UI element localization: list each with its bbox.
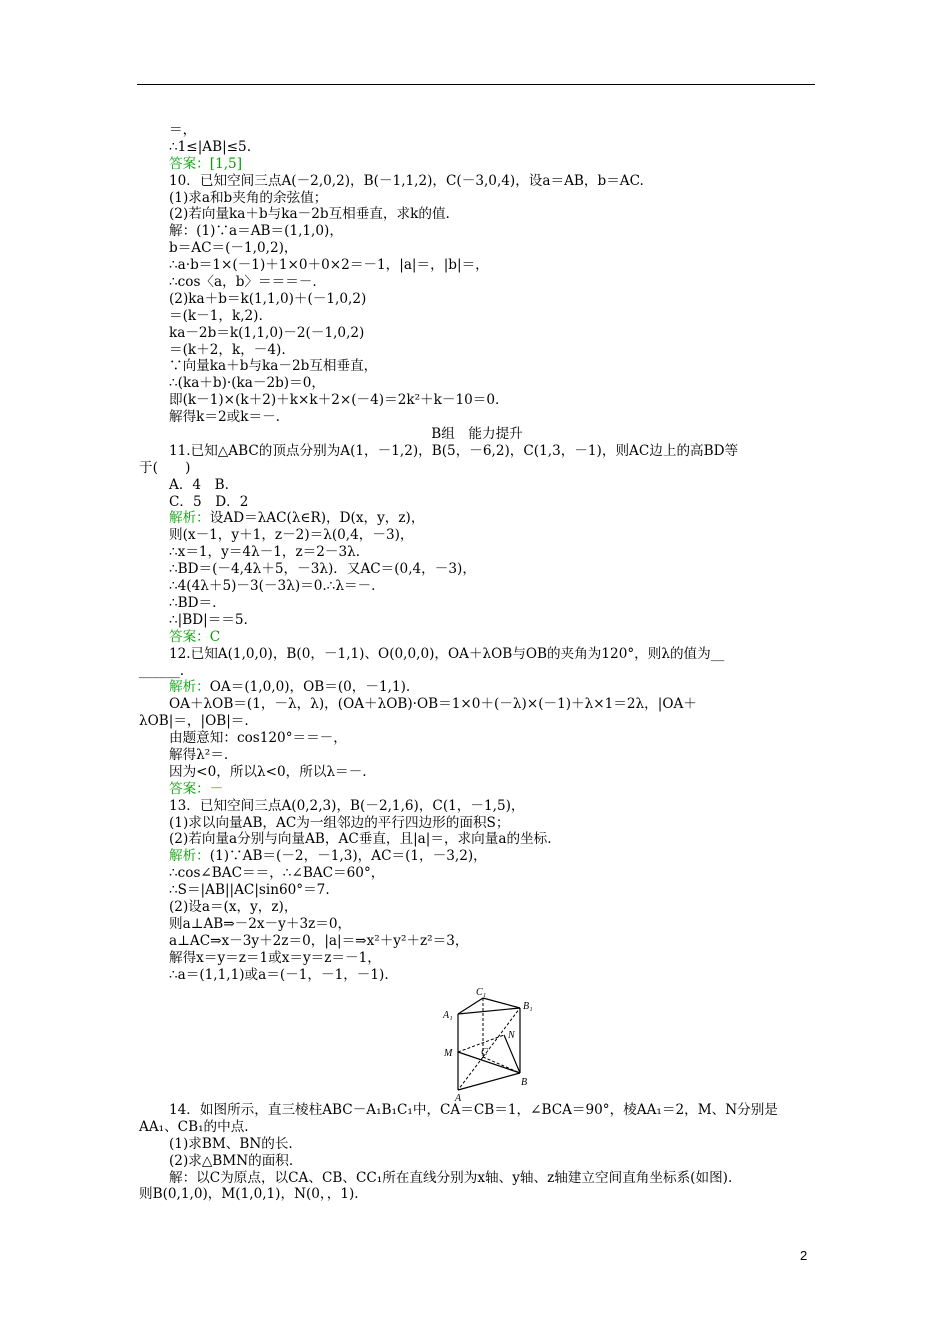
text-line: A．4 B.: [169, 476, 229, 493]
text-line: B组 能力提升: [431, 426, 523, 443]
page-body: [139, 122, 815, 983]
text-line: b＝AC＝(－1,0,2)，: [169, 240, 298, 257]
header-rule: [137, 84, 815, 85]
text-line: 解：以C为原点，以CA、CB、CC₁所在直线分别为x轴、y轴、z轴建立空间直角坐标系(如图).: [169, 1169, 733, 1186]
line-text: (1)∵AB＝(－2，－1,3)，AC＝(1，－3,2)，: [209, 848, 487, 865]
edge-M-B: [458, 1052, 520, 1073]
text-line: 由题意知：cos120°＝＝－，: [169, 730, 347, 747]
label-A1: A₁: [443, 1010, 453, 1021]
text-line: 解：(1)∵a＝AB＝(1,1,0)，: [169, 223, 343, 240]
text-line: 解得x＝y＝z＝1或x＝y＝z＝－1，: [169, 949, 381, 966]
text-line: 因为<0，所以λ<0，所以λ＝－.: [169, 763, 367, 780]
text-line: ∴cos∠BAC＝＝，∴∠BAC＝60°，: [169, 865, 385, 882]
label-M: M: [444, 1048, 453, 1059]
analysis-label: 解析：: [169, 679, 210, 696]
text-line: ∴cos〈a，b〉＝＝＝－.: [169, 274, 317, 291]
text-line: [139, 510, 815, 527]
text-line: ∴a＝(1,1,1)或a＝(－1，－1，－1).: [169, 966, 389, 983]
text-line: ______.: [139, 662, 185, 679]
text-line: 解得k＝2或k＝－.: [169, 409, 281, 426]
text-line: (1)求以向量AB，AC为一组邻边的平行四边形的面积S；: [169, 814, 510, 831]
text-line: ∴(ka＋b)·(ka－2b)＝0，: [169, 375, 325, 392]
text-block-lower: [139, 1102, 815, 1203]
text-line: 11.已知△ABC的顶点分别为A(1，－1,2)，B(5，－6,2)，C(1,3，－1)，则AC边上的高BD等: [169, 442, 739, 459]
text-line: ＝，: [169, 122, 197, 138]
text-line: (1)求a和b夹角的余弦值；: [169, 189, 328, 206]
edge-A1-B1: [458, 1008, 520, 1014]
text-line: 答案：[1,5]: [169, 155, 243, 172]
prism-figure: [438, 978, 548, 1102]
text-line: (2)若向量ka＋b与ka－2b互相垂直，求k的值.: [169, 206, 450, 223]
text-line: ＝(k＋2，k，－4).: [169, 341, 286, 358]
text-line: ＝(k－1，k,2).: [169, 307, 263, 324]
label-N: N: [508, 1030, 515, 1041]
label-B1: B₁: [523, 1001, 533, 1012]
text-line: ∴S＝|AB||AC|sin60°＝7.: [169, 882, 330, 899]
page-body-lower: [139, 1102, 815, 1203]
text-line: (2)若向量a分别与向量AB，AC垂直，且|a|＝，求向量a的坐标.: [169, 831, 552, 848]
analysis-label: 解析：: [169, 510, 210, 527]
label-C1: C₁: [476, 987, 487, 998]
text-line: 13．已知空间三点A(0,2,3)，B(－2,1,6)，C(1，－1,5)，: [169, 797, 525, 814]
text-line: 则(x－1，y＋1，z－2)＝λ(0,4，－3)，: [169, 527, 414, 544]
line-text: 设AD＝λAC(λ∈R)，D(x，y，z)，: [209, 510, 425, 527]
text-line: 答案：C: [169, 628, 221, 645]
text-line: ∵向量ka＋b与ka－2b互相垂直，: [169, 358, 378, 375]
text-line: AA₁、CB₁的中点.: [139, 1118, 249, 1135]
label-C: C: [481, 1047, 488, 1058]
text-line: ∴x＝1，y＝4λ－1，z＝2－3λ.: [169, 544, 361, 561]
text-line: OA＋λOB＝(1，－λ，λ)，(OA＋λOB)·OB＝1×0＋(－λ)×(－1)＋λ×1＝2λ，|OA＋: [169, 696, 697, 713]
text-line: 则B(0,1,0)，M(1,0,1)，N(0，，1).: [139, 1186, 359, 1203]
text-line: 即(k－1)×(k＋2)＋k×k＋2×(－4)＝2k²＋k－10＝0.: [169, 392, 500, 409]
text-line: 14．如图所示，直三棱柱ABC－A₁B₁C₁中，CA＝CB＝1，∠BCA＝90°，棱AA₁＝2，M、N分别是: [169, 1102, 778, 1118]
line-text: OA＝(1,0,0)，OB＝(0，－1,1).: [209, 679, 411, 696]
text-line: 解得λ²＝.: [169, 746, 229, 763]
text-line: (2)设a＝(x，y，z)，: [169, 898, 298, 915]
label-A: A: [455, 1093, 462, 1102]
text-line: ∴|BD|＝＝5.: [169, 611, 248, 628]
edge-A-B: [458, 1073, 520, 1090]
text-line: 12.已知A(1,0,0)，B(0，－1,1)、O(0,0,0)，OA＋λOB与OB的夹角为120°，则λ的值为__: [169, 645, 725, 662]
text-line: (2)求△BMN的面积.: [169, 1152, 294, 1169]
text-line: C．5 D．2: [169, 493, 249, 510]
edge-C1-B1: [483, 998, 520, 1008]
text-line: [139, 848, 815, 865]
text-line: 于( ): [139, 459, 191, 476]
text-line: ∴4(4λ＋5)－3(－3λ)＝0.∴λ＝－.: [169, 578, 376, 595]
text-line: (1)求BM、BN的长.: [169, 1135, 293, 1152]
text-line: ∴BD＝(－4,4λ＋5，－3λ)．又AC＝(0,4，－3)，: [169, 561, 476, 578]
text-line: ∴1≤|AB|≤5.: [169, 138, 252, 155]
text-line: ∴a·b＝1×(－1)＋1×0＋0×2＝－1，|a|＝，|b|＝，: [169, 257, 489, 274]
text-line: λOB|＝，|OB|＝.: [139, 713, 249, 730]
edge-C-A: [458, 1057, 483, 1090]
text-line: 则a⊥AB⇒－2x－y＋3z＝0，: [169, 915, 352, 932]
text-line: [139, 679, 815, 696]
page-number: 2: [800, 1248, 808, 1263]
text-line: ∴BD＝.: [169, 594, 217, 611]
analysis-label: 解析：: [169, 848, 210, 865]
text-line: 10．已知空间三点A(－2,0,2)，B(－1,1,2)，C(－3,0,4)，设a＝AB，b＝AC.: [169, 172, 644, 189]
text-line: (2)ka＋b＝k(1,1,0)＋(－1,0,2): [169, 290, 367, 307]
text-block-main: [139, 122, 815, 983]
text-line: 答案：－: [169, 780, 224, 797]
text-line: ka－2b＝k(1,1,0)－2(－1,0,2): [169, 324, 365, 341]
label-B: B: [521, 1077, 528, 1088]
text-line: a⊥AC⇒x－3y＋2z＝0，|a|＝⇒x²＋y²＋z²＝3，: [169, 932, 469, 949]
